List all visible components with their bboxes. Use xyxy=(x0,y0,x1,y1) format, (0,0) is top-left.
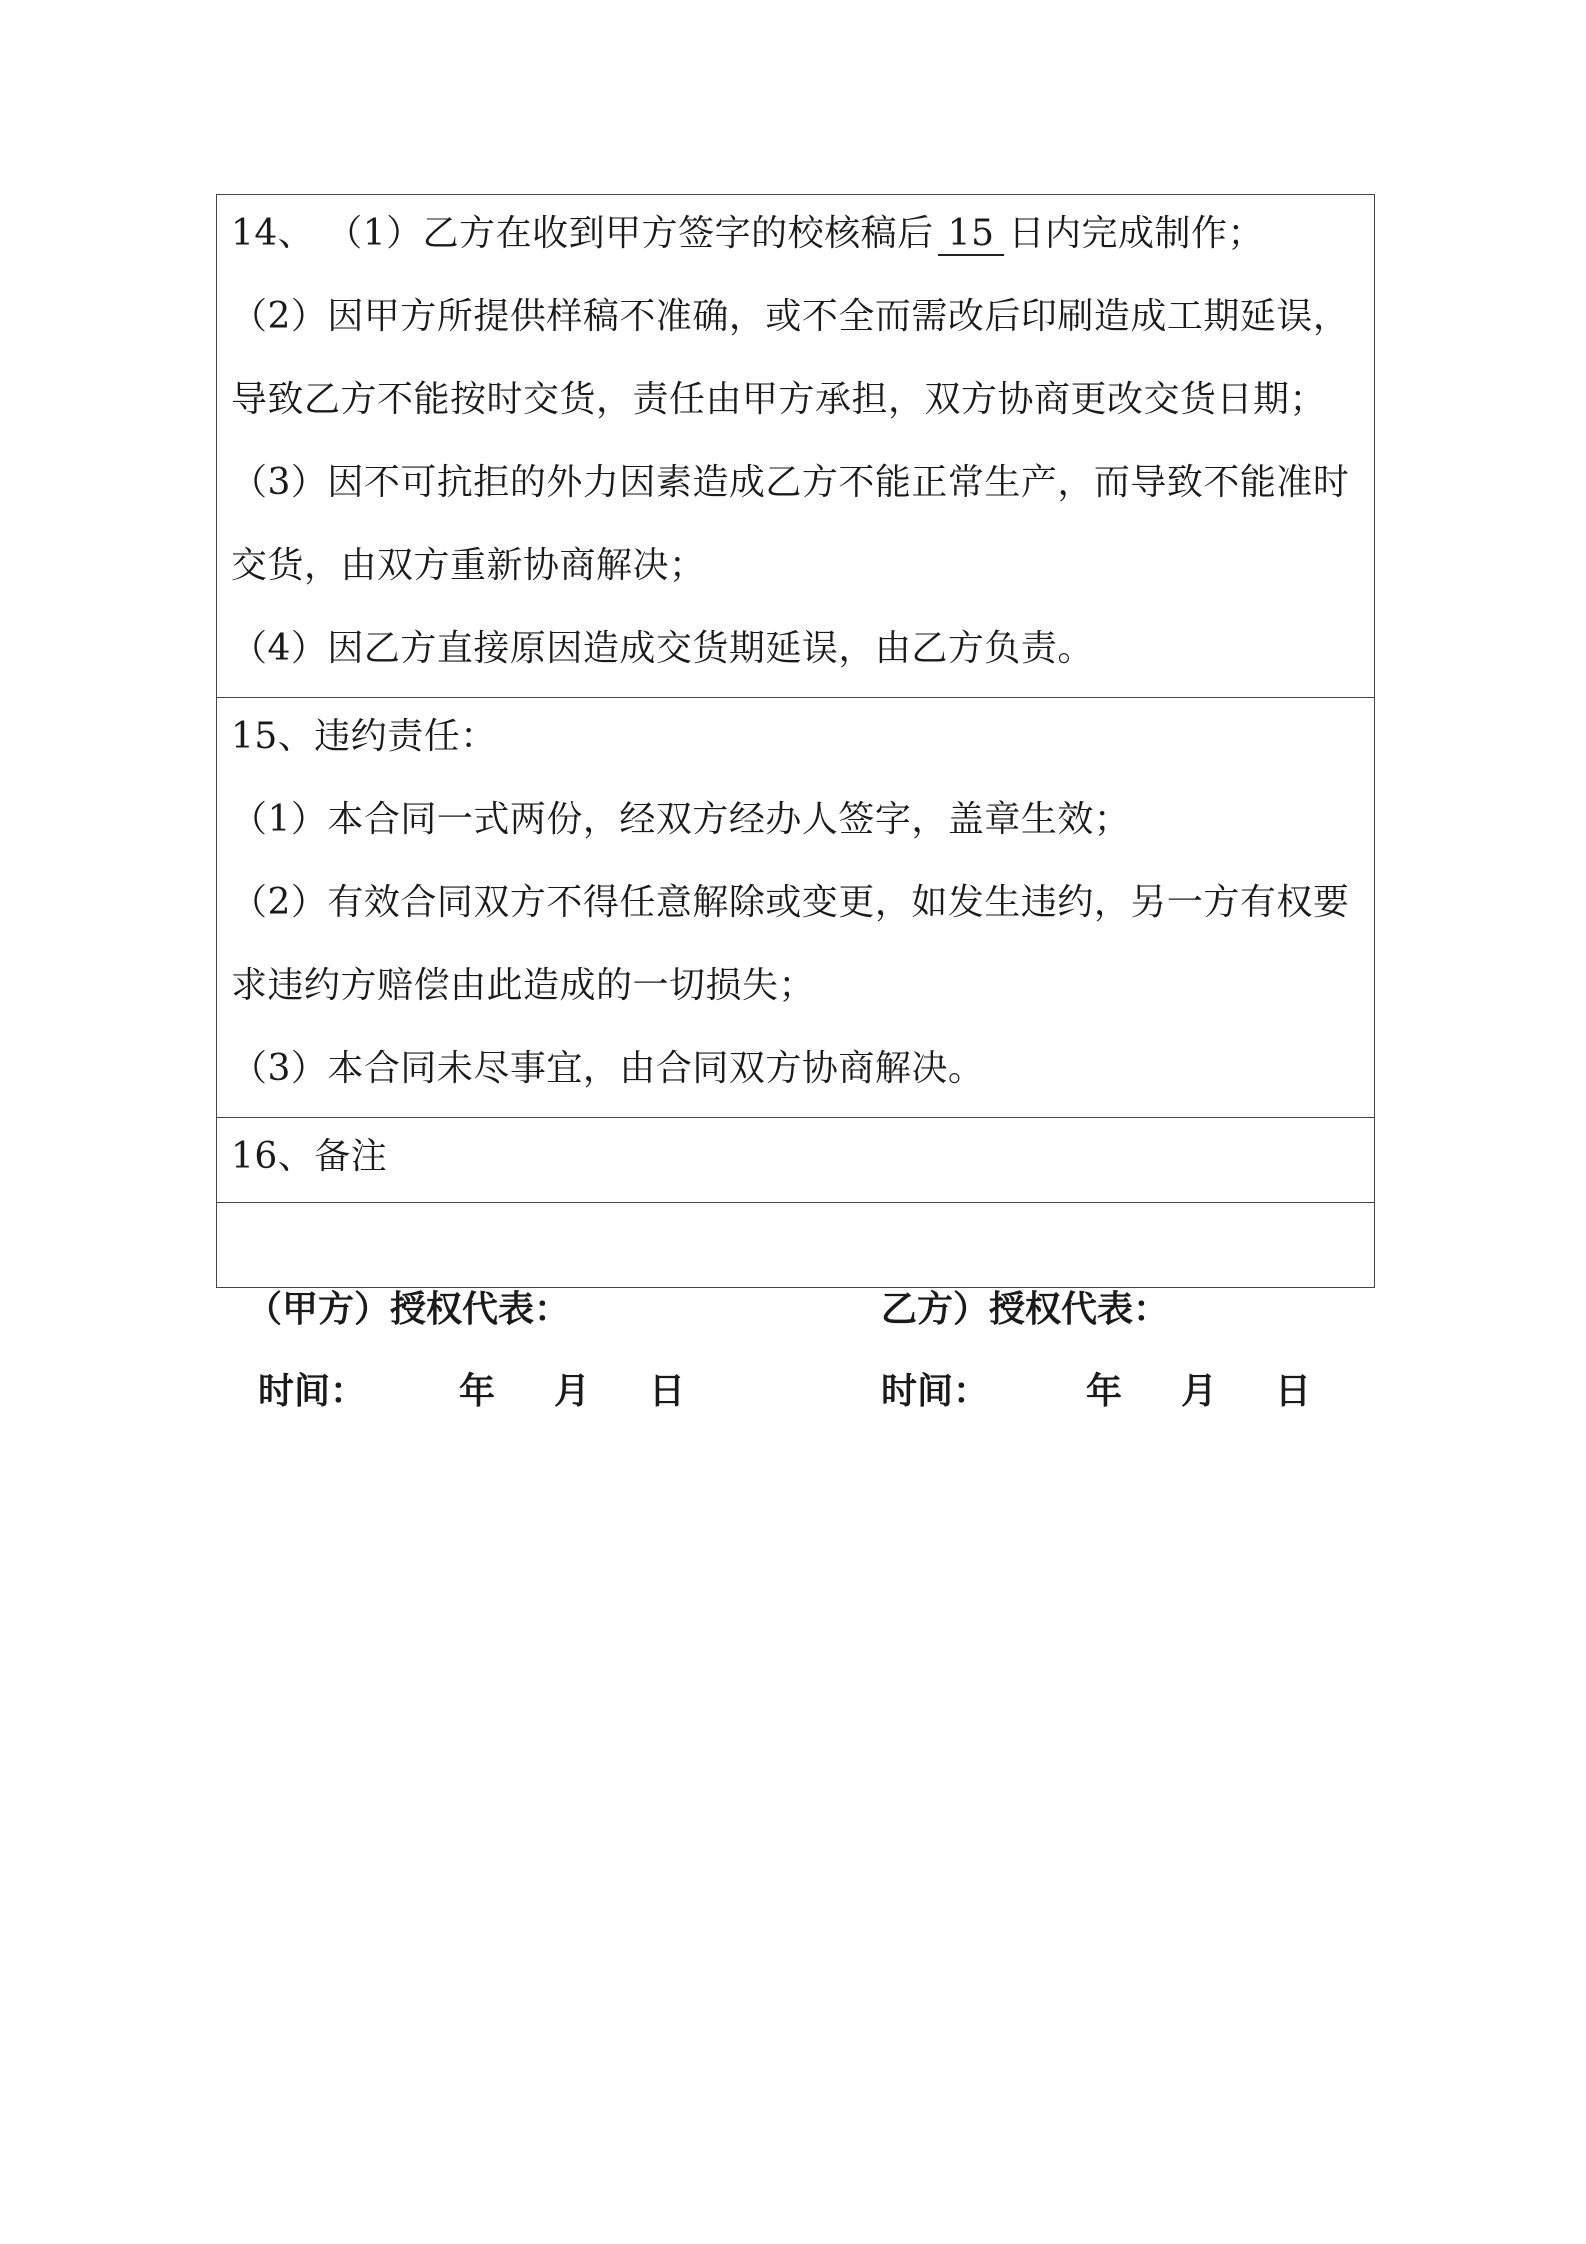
contract-table xyxy=(216,194,1375,1288)
delivery-days-field: 15 xyxy=(938,214,1005,256)
party-a-rep-label: （甲方）授权代表： xyxy=(246,1289,571,1330)
party-b-year-label: 年 xyxy=(1086,1371,1123,1412)
party-b-day-label: 日 xyxy=(1275,1371,1312,1412)
clause-15-item-3: （3）本合同未尽事宜，由合同双方协商解决。 xyxy=(231,1048,985,1089)
party-b-rep-label: 乙方）授权代表： xyxy=(881,1289,1170,1330)
clause-15-cell xyxy=(217,698,1374,1118)
clause-14-item-3-line-1: （3）因不可抗拒的外力因素造成乙方不能正常生产，而导致不能准时 xyxy=(231,462,1350,503)
clause-14-item-1-text: （1）乙方在收到甲方签字的校核稿后 xyxy=(326,213,934,254)
clause-14-item-1 xyxy=(231,195,1362,275)
clause-15-item-1: （1）本合同一式两份，经双方经办人签字，盖章生效； xyxy=(231,799,1131,840)
party-a-date-row xyxy=(246,1372,716,1412)
clause-14-item-4: （4）因乙方直接原因造成交货期延误，由乙方负责。 xyxy=(231,628,1094,669)
clause-14-item-2-line-2: 导致乙方不能按时交货，责任由甲方承担，双方协商更改交货日期； xyxy=(231,379,1327,420)
remarks-blank-cell xyxy=(217,1203,1374,1287)
party-a-year-label: 年 xyxy=(459,1371,496,1412)
party-a-month-label: 月 xyxy=(554,1371,591,1412)
clause-14-item-3-line-2: 交货，由双方重新协商解决； xyxy=(231,545,706,586)
clause-14-number: 14、 xyxy=(231,213,315,254)
party-a-time-label: 时间： xyxy=(258,1371,367,1412)
party-a-day-label: 日 xyxy=(649,1371,686,1412)
party-b-month-label: 月 xyxy=(1181,1371,1218,1412)
clause-15-item-2-line-1: （2）有效合同双方不得任意解除或变更，如发生违约，另一方有权要 xyxy=(231,882,1350,923)
party-b-time-label: 时间： xyxy=(881,1371,990,1412)
party-b-signature xyxy=(881,1290,1351,1412)
party-a-signature xyxy=(246,1290,716,1412)
clause-16-cell xyxy=(217,1118,1374,1203)
clause-14-item-1-suffix: 日内完成制作； xyxy=(1008,213,1264,254)
clause-16-title: 16、备注 xyxy=(231,1136,388,1177)
clause-15-item-2-line-2: 求违约方赔偿由此造成的一切损失； xyxy=(231,965,816,1006)
party-b-date-row xyxy=(881,1372,1351,1412)
clause-14-cell xyxy=(217,195,1374,698)
clause-14-item-2-line-1: （2）因甲方所提供样稿不准确，或不全而需改后印刷造成工期延误， xyxy=(231,296,1350,337)
clause-15-title: 15、违约责任： xyxy=(231,716,497,757)
